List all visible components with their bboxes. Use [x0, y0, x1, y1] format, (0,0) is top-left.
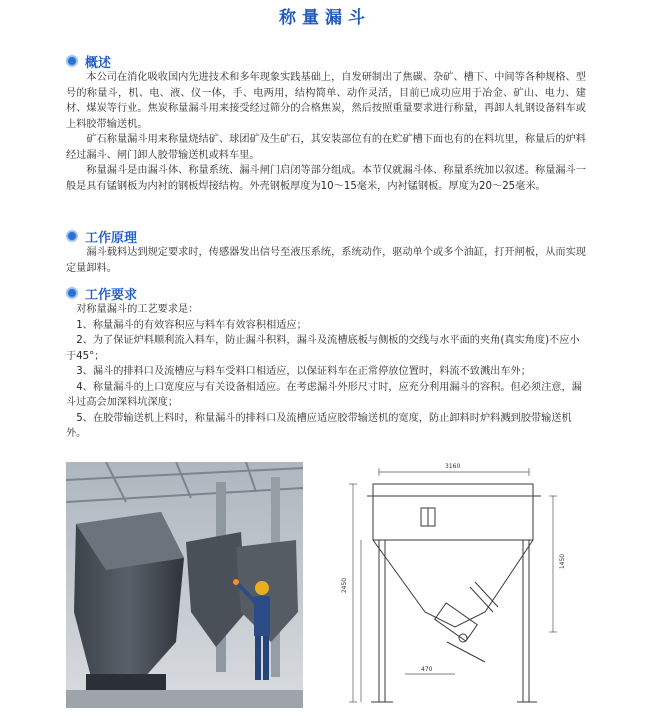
- page-title: 称量漏斗: [279, 8, 371, 28]
- hopper-photo: [66, 462, 303, 708]
- dimension-label: 470: [421, 666, 433, 673]
- bullet-icon: [66, 287, 78, 299]
- requirements-title: 工作要求: [85, 287, 138, 303]
- overview-paragraph: 称量漏斗是由漏斗体、称量系统、漏斗闸门启闭等部分组成。本节仅就漏斗体、称量系统加以叙述。称量漏斗一般是具有锰钢板为内衬的钢板焊接结构。外壳钢板厚度为10～15毫米，内衬锰钢板。厚度为20～25毫米。: [66, 165, 586, 192]
- overview-section: [66, 52, 586, 194]
- bullet-icon: [66, 230, 78, 242]
- list-item: 2、为了保证炉料顺利流入料车，防止漏斗积料，漏斗及流槽底板与侧板的交线与水平面的夹角(真实角度)不应小于45°；: [66, 335, 580, 362]
- requirements-intro: 对称量漏斗的工艺要求是：: [76, 304, 199, 315]
- bullet-icon: [66, 55, 78, 67]
- requirements-list: [66, 302, 586, 442]
- list-item: 1、称量漏斗的有效容积应与料车有效容积相适应；: [76, 319, 307, 331]
- hopper-drawing: [335, 462, 575, 710]
- list-item: 4、称量漏斗的上口宽度应与有关设备相适应。在考虑漏斗外形尺寸时，应充分利用漏斗的容积。但必须注意，漏斗过高会加深料坑深度；: [66, 381, 582, 408]
- requirements-section: [66, 284, 586, 442]
- requirements-heading: [66, 284, 586, 302]
- dimension-label: 1450: [559, 553, 567, 570]
- overview-paragraph: 矿石称量漏斗用来称量烧结矿、球团矿及生矿石，其安装部位有的在贮矿槽下面也有的在料坑里，称量后的炉料经过漏斗、闸门卸人胶带输送机或料车里。: [66, 134, 586, 161]
- principle-title: 工作原理: [85, 230, 138, 246]
- hopper-photo-illustration: [66, 462, 303, 708]
- principle-section: [66, 227, 586, 276]
- principle-paragraph: 漏斗载料达到规定要求时，传感器发出信号至液压系统，系统动作，驱动单个或多个油缸，打开闸板，从而实现定量卸料。: [66, 247, 586, 274]
- dimension-label: 2450: [341, 577, 349, 594]
- overview-title: 概述: [85, 55, 112, 71]
- list-item: 5、在胶带输送机上料时，称量漏斗的排料口及流槽应适应胶带输送机的宽度，防止卸料时炉料溅到胶带输送机外。: [66, 412, 572, 439]
- dimension-label: 3160: [445, 463, 461, 470]
- technical-drawing: [335, 462, 575, 710]
- overview-heading: [66, 52, 586, 70]
- overview-paragraph: 本公司在消化吸收国内先进技术和多年现象实践基础上，自发研制出了焦碳、杂矿、槽下、中间等各种规格、型号的称量斗，机、电、液、仪一体，手、电两用，结构简单、动作灵活，目前已成功应用于冶金、矿山、电力、建材、煤炭等行业。焦炭称量漏斗用来接受经过筛分的合格焦炭，然后按照重量要求进行称量，再卸人轧钢设备料车或上料胶带输送机。: [66, 72, 586, 130]
- list-item: 3、漏斗的排料口及流槽应与料车受料口相适应，以保证料车在正常停放位置时，料流不致溅出车外；: [76, 366, 531, 377]
- principle-heading: [66, 227, 586, 245]
